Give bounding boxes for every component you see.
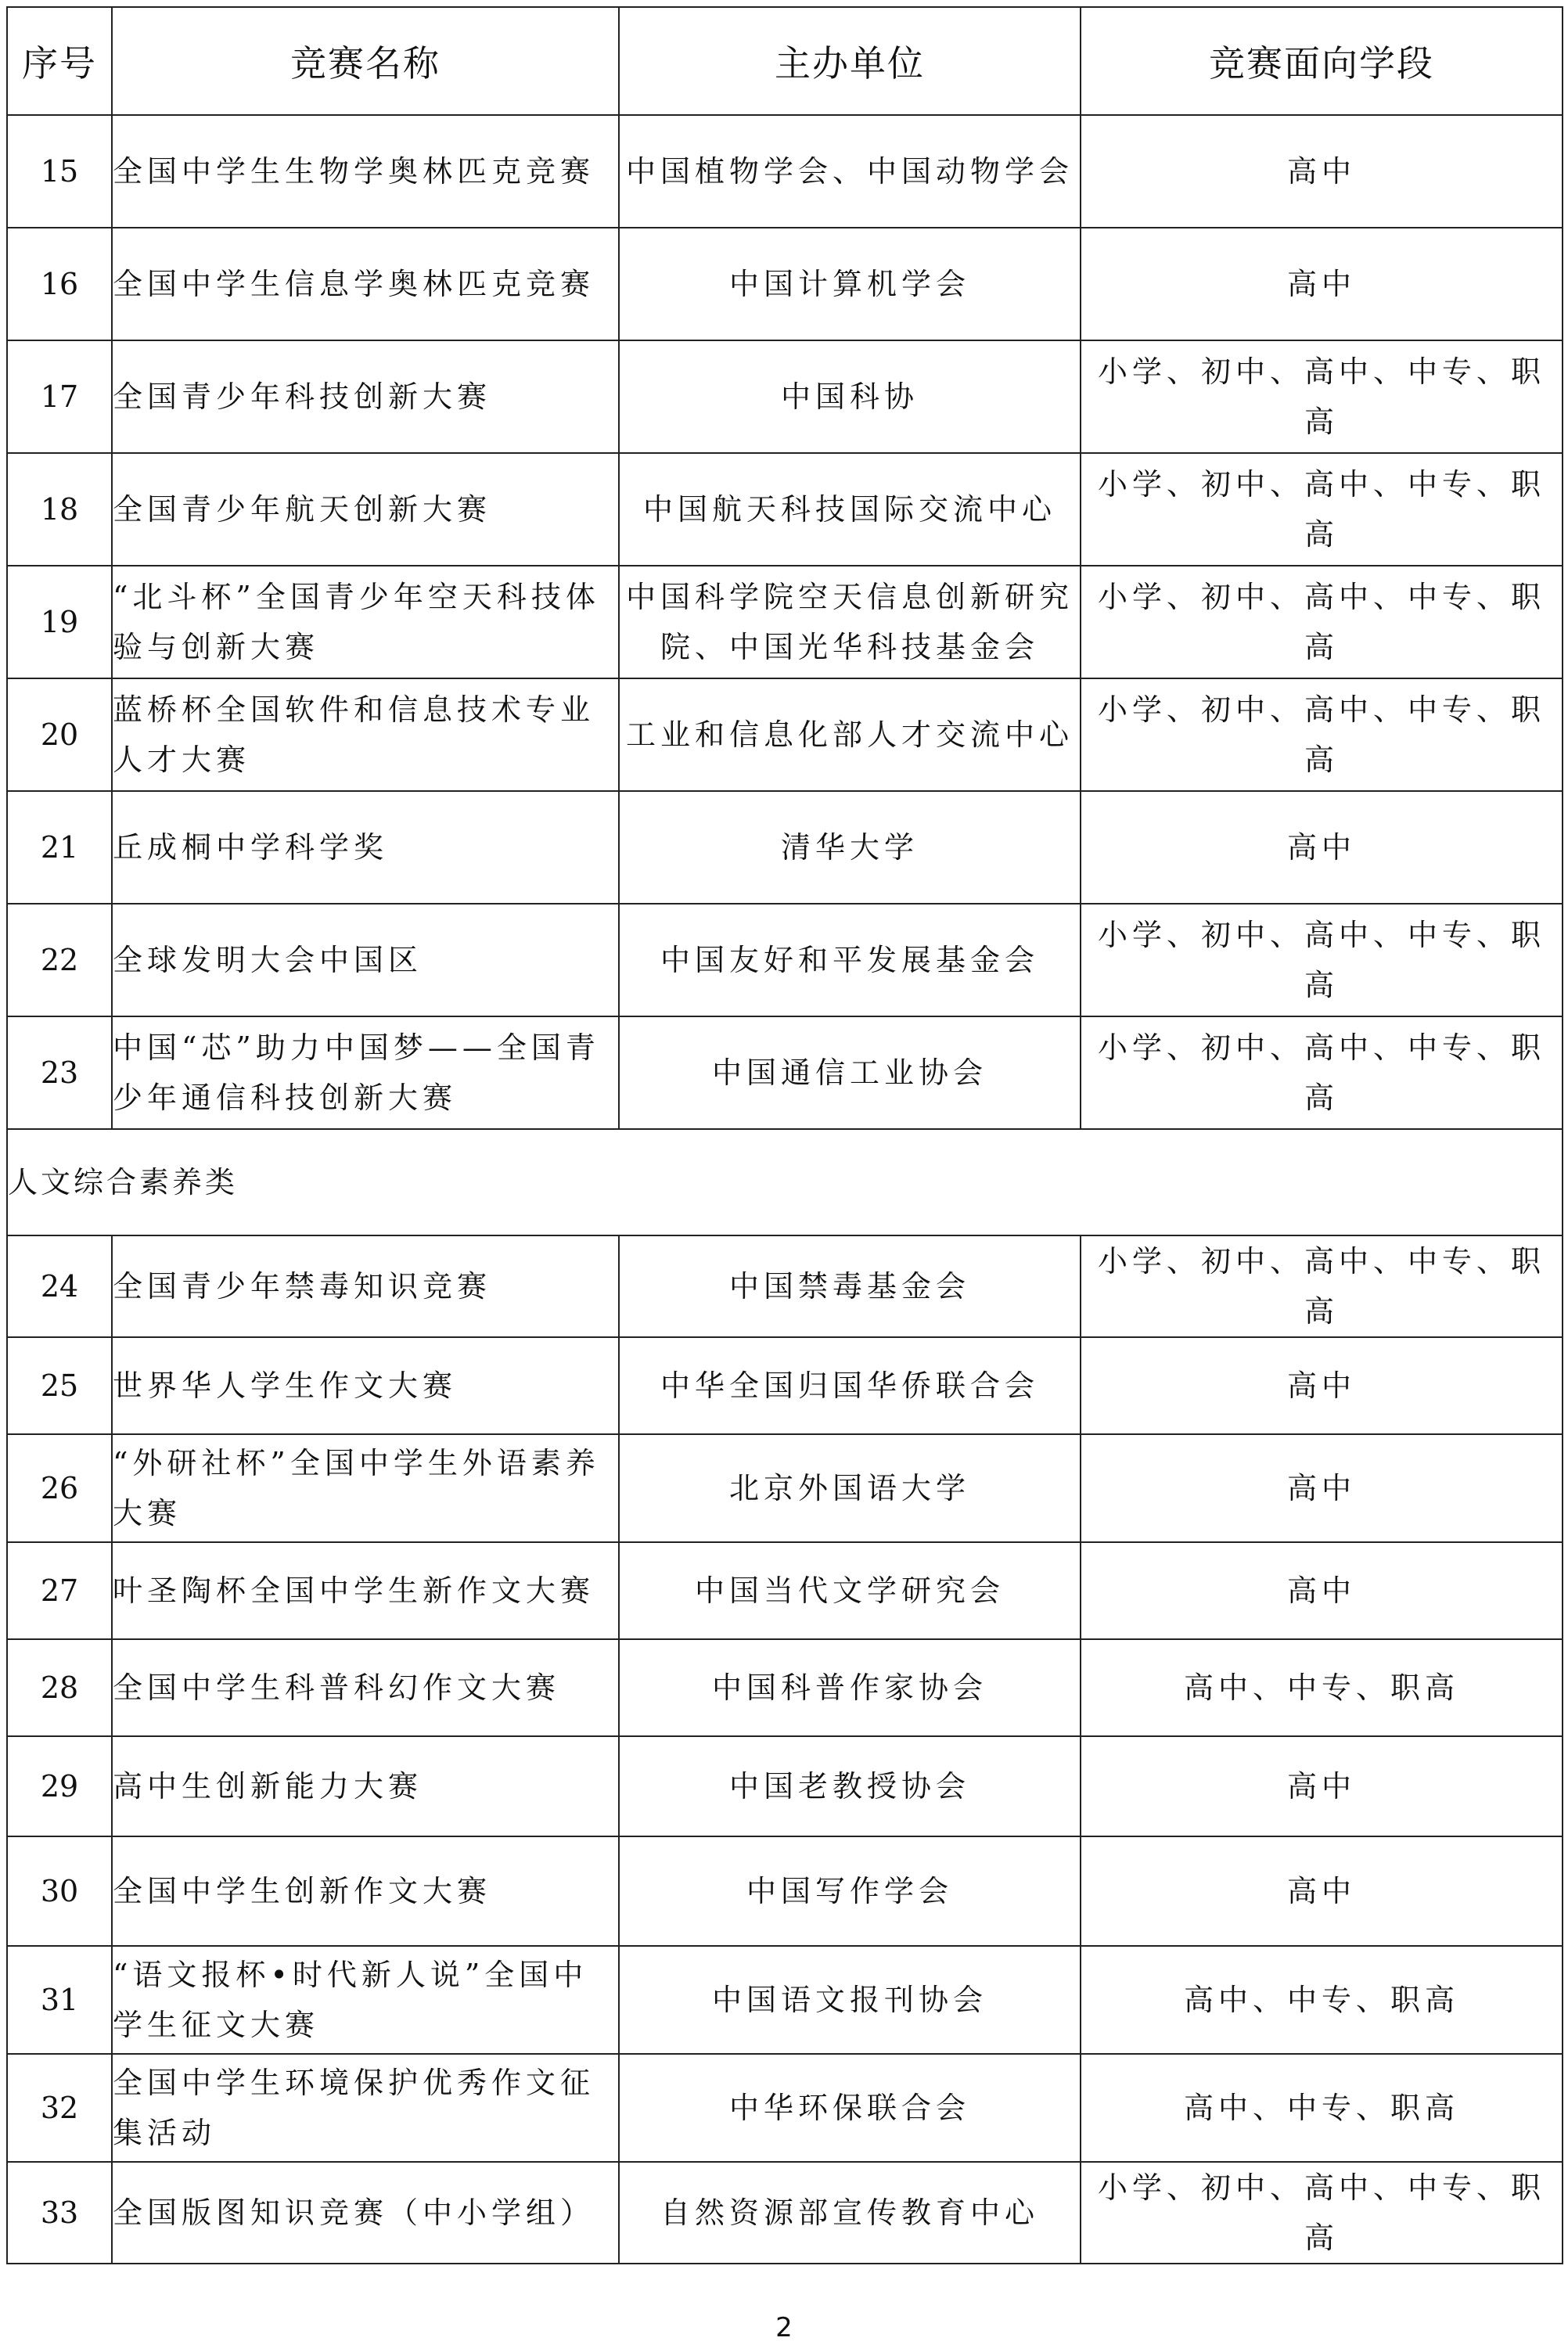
row-number: 20 (7, 678, 112, 791)
page-number: 2 (775, 2312, 793, 2343)
table-row (7, 1235, 1563, 1337)
row-number: 29 (7, 1736, 112, 1836)
table-row (7, 1016, 1563, 1129)
competition-name: 全国中学生科普科幻作文大赛 (112, 1639, 619, 1736)
school-level: 高中、中专、职高 (1081, 1946, 1563, 2054)
competition-name: “外研社杯”全国中学生外语素养大赛 (112, 1434, 619, 1542)
row-number: 30 (7, 1836, 112, 1946)
row-number: 23 (7, 1016, 112, 1129)
competition-name: 全球发明大会中国区 (112, 904, 619, 1016)
school-level: 高中、中专、职高 (1081, 1639, 1563, 1736)
row-number: 32 (7, 2054, 112, 2162)
school-level: 高中 (1081, 1736, 1563, 1836)
row-number: 15 (7, 115, 112, 228)
category-label: 人文综合素养类 (7, 1129, 1563, 1235)
header-organizer: 主办单位 (619, 7, 1081, 115)
row-number: 25 (7, 1337, 112, 1434)
school-level: 高中、中专、职高 (1081, 2054, 1563, 2162)
row-number: 19 (7, 566, 112, 678)
category-row (7, 1129, 1563, 1235)
competition-name: “语文报杯•时代新人说”全国中学生征文大赛 (112, 1946, 619, 2054)
competition-name: 中国“芯”助力中国梦——全国青少年通信科技创新大赛 (112, 1016, 619, 1129)
table-row (7, 566, 1563, 678)
school-level: 小学、初中、高中、中专、职高 (1081, 1016, 1563, 1129)
table-row (7, 904, 1563, 1016)
competition-name: 全国中学生环境保护优秀作文征集活动 (112, 2054, 619, 2162)
school-level: 小学、初中、高中、中专、职高 (1081, 678, 1563, 791)
organizer: 中国计算机学会 (619, 228, 1081, 340)
competition-name: 叶圣陶杯全国中学生新作文大赛 (112, 1542, 619, 1639)
header-row (7, 7, 1563, 115)
table-row (7, 1736, 1563, 1836)
organizer: 清华大学 (619, 791, 1081, 904)
organizer: 中国科学院空天信息创新研究院、中国光华科技基金会 (619, 566, 1081, 678)
competition-name: 高中生创新能力大赛 (112, 1736, 619, 1836)
school-level: 小学、初中、高中、中专、职高 (1081, 904, 1563, 1016)
competition-name: 全国中学生信息学奥林匹克竞赛 (112, 228, 619, 340)
header-number: 序号 (7, 7, 112, 115)
competition-name: 全国青少年航天创新大赛 (112, 453, 619, 566)
competition-name: 全国中学生创新作文大赛 (112, 1836, 619, 1946)
competition-name: “北斗杯”全国青少年空天科技体验与创新大赛 (112, 566, 619, 678)
organizer: 中国植物学会、中国动物学会 (619, 115, 1081, 228)
table-row (7, 1639, 1563, 1736)
organizer: 中国科协 (619, 340, 1081, 453)
row-number: 22 (7, 904, 112, 1016)
competition-table (6, 6, 1563, 2264)
competition-name: 全国中学生生物学奥林匹克竞赛 (112, 115, 619, 228)
school-level: 小学、初中、高中、中专、职高 (1081, 566, 1563, 678)
competition-name: 丘成桐中学科学奖 (112, 791, 619, 904)
school-level: 高中 (1081, 228, 1563, 340)
school-level: 高中 (1081, 115, 1563, 228)
school-level: 高中 (1081, 1836, 1563, 1946)
row-number: 24 (7, 1235, 112, 1337)
header-school-level: 竞赛面向学段 (1081, 7, 1563, 115)
organizer: 中国友好和平发展基金会 (619, 904, 1081, 1016)
table-row (7, 1337, 1563, 1434)
organizer: 北京外国语大学 (619, 1434, 1081, 1542)
school-level: 高中 (1081, 1434, 1563, 1542)
organizer: 中国写作学会 (619, 1836, 1081, 1946)
row-number: 18 (7, 453, 112, 566)
table-row (7, 678, 1563, 791)
table-row (7, 453, 1563, 566)
school-level: 小学、初中、高中、中专、职高 (1081, 340, 1563, 453)
row-number: 31 (7, 1946, 112, 2054)
competition-name: 全国版图知识竞赛（中小学组） (112, 2162, 619, 2264)
school-level: 高中 (1081, 1337, 1563, 1434)
table-row (7, 1542, 1563, 1639)
school-level: 小学、初中、高中、中专、职高 (1081, 453, 1563, 566)
row-number: 21 (7, 791, 112, 904)
header-competition-name: 竞赛名称 (112, 7, 619, 115)
school-level: 高中 (1081, 1542, 1563, 1639)
table-row (7, 791, 1563, 904)
school-level: 高中 (1081, 791, 1563, 904)
competition-name: 全国青少年禁毒知识竞赛 (112, 1235, 619, 1337)
row-number: 17 (7, 340, 112, 453)
table-row (7, 340, 1563, 453)
school-level: 小学、初中、高中、中专、职高 (1081, 1235, 1563, 1337)
organizer: 中国禁毒基金会 (619, 1235, 1081, 1337)
organizer: 自然资源部宣传教育中心 (619, 2162, 1081, 2264)
organizer: 中华环保联合会 (619, 2054, 1081, 2162)
organizer: 中国通信工业协会 (619, 1016, 1081, 1129)
row-number: 26 (7, 1434, 112, 1542)
row-number: 27 (7, 1542, 112, 1639)
table-row (7, 1434, 1563, 1542)
organizer: 中华全国归国华侨联合会 (619, 1337, 1081, 1434)
row-number: 33 (7, 2162, 112, 2264)
table-row (7, 1946, 1563, 2054)
organizer: 中国当代文学研究会 (619, 1542, 1081, 1639)
organizer: 中国老教授协会 (619, 1736, 1081, 1836)
row-number: 28 (7, 1639, 112, 1736)
table-row (7, 2162, 1563, 2264)
organizer: 中国语文报刊协会 (619, 1946, 1081, 2054)
organizer: 工业和信息化部人才交流中心 (619, 678, 1081, 791)
table-row (7, 115, 1563, 228)
row-number: 16 (7, 228, 112, 340)
organizer: 中国科普作家协会 (619, 1639, 1081, 1736)
table-row (7, 1836, 1563, 1946)
organizer: 中国航天科技国际交流中心 (619, 453, 1081, 566)
table-row (7, 2054, 1563, 2162)
competition-name: 全国青少年科技创新大赛 (112, 340, 619, 453)
school-level: 小学、初中、高中、中专、职高 (1081, 2162, 1563, 2264)
table-row (7, 228, 1563, 340)
competition-name: 世界华人学生作文大赛 (112, 1337, 619, 1434)
competition-name: 蓝桥杯全国软件和信息技术专业人才大赛 (112, 678, 619, 791)
